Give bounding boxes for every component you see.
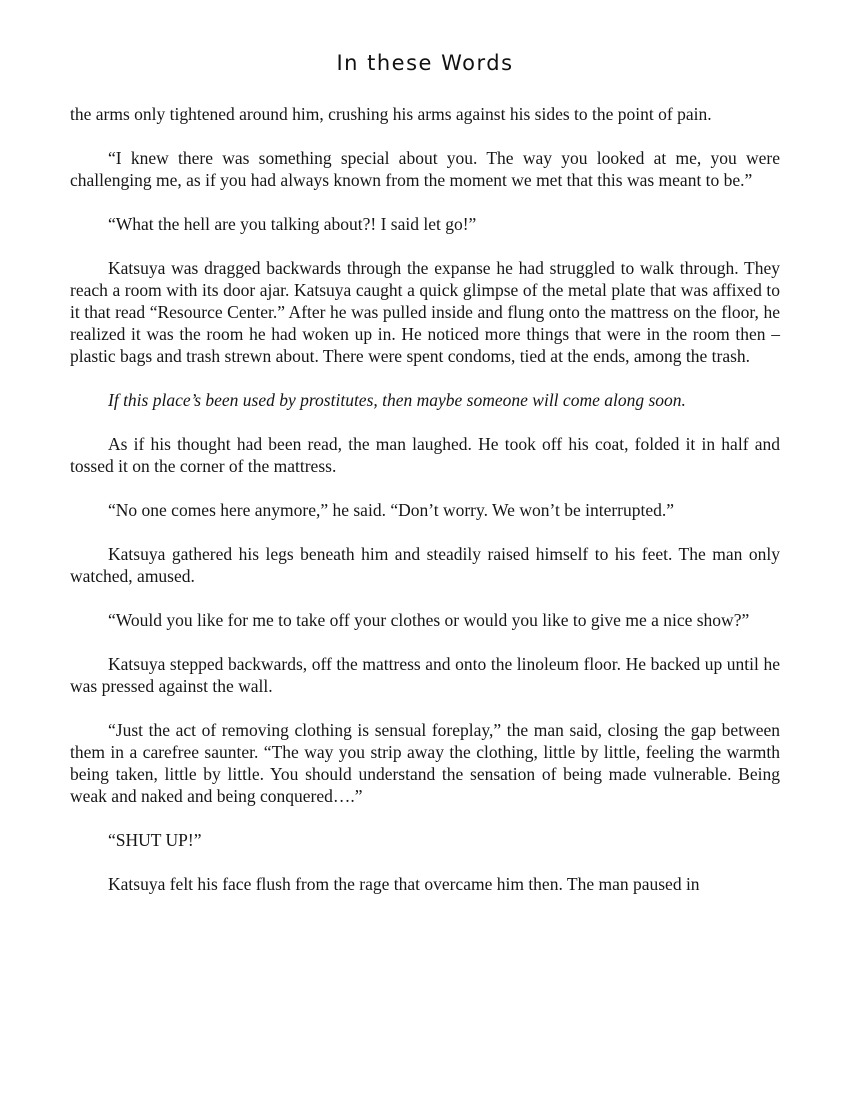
paragraph: Katsuya was dragged backwards through the expanse he had struggled to walk through. They reach a room with its door ajar. Katsuya caught a quick glimpse of the metal plate that was affixed to it that read “Resource Center.” After he was pulled inside and flung onto the mattress on the floor, he realized it was the room he had woken up in. He noticed more things that were in the room then – plastic bags and trash strewn about. There were spent condoms, tied at the ends, among the trash. [70, 258, 780, 366]
paragraph: Katsuya felt his face flush from the rage that overcame him then. The man paused in [108, 874, 700, 894]
paragraph: “No one comes here anymore,” he said. “Don’t worry. We won’t be interrupted.” [108, 500, 675, 520]
paragraph: Katsuya gathered his legs beneath him and steadily raised himself to his feet. The man only watched, amused. [70, 544, 780, 586]
paragraph-internal-monologue: If this place’s been used by prostitutes, then maybe someone will come along soon. [108, 390, 686, 410]
page-title: In these Words [336, 51, 514, 75]
paragraph: As if his thought had been read, the man laughed. He took off his coat, folded it in half and tossed it on the corner of the mattress. [70, 434, 780, 476]
paragraph: Katsuya stepped backwards, off the mattress and onto the linoleum floor. He backed up until he was pressed against the wall. [70, 654, 780, 696]
paragraph: the arms only tightened around him, crushing his arms against his sides to the point of pain. [70, 104, 712, 124]
paragraph: “SHUT UP!” [108, 830, 202, 850]
paragraph: “What the hell are you talking about?! I said let go!” [108, 214, 477, 234]
paragraph: “Would you like for me to take off your clothes or would you like to give me a nice show?” [108, 610, 750, 630]
paragraph: “I knew there was something special about you. The way you looked at me, you were challenging me, as if you had always known from the moment we met that this was meant to be.” [70, 148, 780, 190]
story-text [70, 103, 780, 895]
paragraph: “Just the act of removing clothing is sensual foreplay,” the man said, closing the gap between them in a carefree saunter. “The way you strip away the clothing, little by little, feeling the warmth being taken, little by little. You should understand the sensation of being made vulnerable. Being weak and naked and being conquered….” [70, 720, 780, 806]
